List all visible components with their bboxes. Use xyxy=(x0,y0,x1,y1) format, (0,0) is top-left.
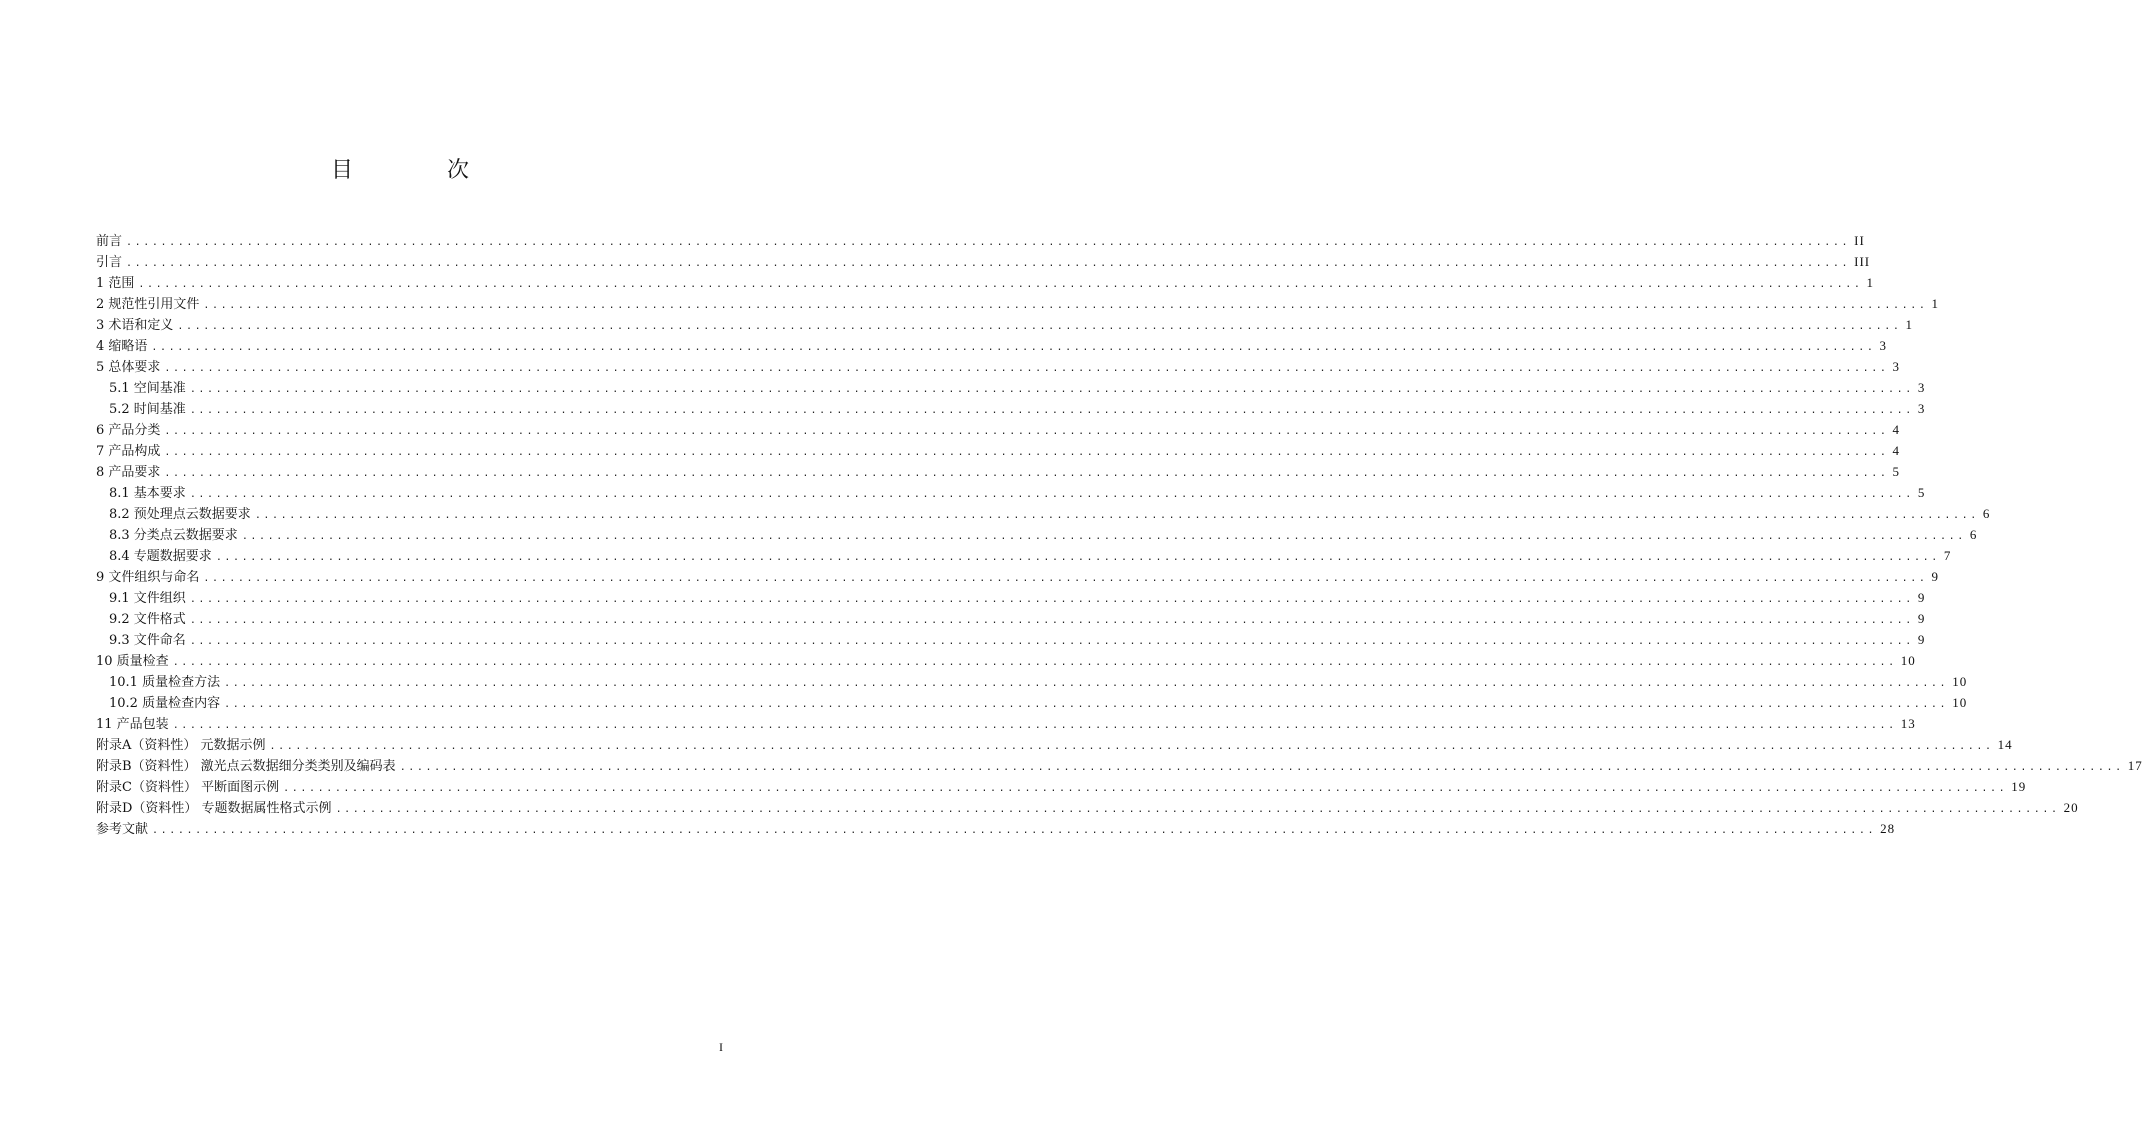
toc-entry-page: 3 xyxy=(1879,338,1888,353)
toc-entry-label: 10.2 质量检查内容 xyxy=(109,696,221,711)
toc-dot-leader: ........................................................................................................................................................................................................ xyxy=(172,657,1897,668)
toc-entry[interactable] xyxy=(96,503,1991,524)
toc-entry[interactable] xyxy=(96,293,1940,314)
toc-entry-page: 9 xyxy=(1917,590,1926,605)
toc-entry-label: 4 缩略语 xyxy=(96,339,148,354)
toc-entry[interactable] xyxy=(96,419,1901,440)
toc-dot-leader: ........................................................................................................................................................................................................ xyxy=(189,594,1914,605)
toc-entry-page: 4 xyxy=(1892,422,1901,437)
toc-dot-leader: ........................................................................................................................................................................................................ xyxy=(172,720,1897,731)
toc-entry-page: 9 xyxy=(1917,632,1926,647)
toc-entry-page: 1 xyxy=(1866,275,1875,290)
toc-entry-page: 6 xyxy=(1982,506,1991,521)
toc-dot-leader: ........................................................................................................................................................................................................ xyxy=(189,405,1914,416)
toc-entry-page: 7 xyxy=(1943,548,1952,563)
toc-entry-label: 10.1 质量检查方法 xyxy=(109,675,221,690)
toc-entry-label: 1 范围 xyxy=(96,276,135,291)
toc-entry[interactable] xyxy=(96,230,1865,251)
toc-entry-label: 8 产品要求 xyxy=(96,465,161,480)
toc-dot-leader: ........................................................................................................................................................................................................ xyxy=(164,468,1889,479)
toc-entry-label: 附录A（资料性） 元数据示例 xyxy=(96,738,266,753)
toc-entry-label: 9.3 文件命名 xyxy=(109,633,186,648)
toc-entry-page: 10 xyxy=(1952,695,1968,710)
toc-entry-page: II xyxy=(1854,233,1865,248)
toc-dot-leader: ........................................................................................................................................................................................................ xyxy=(224,678,1949,689)
toc-entry[interactable] xyxy=(96,545,1952,566)
toc-dot-leader: ........................................................................................................................................................................................................ xyxy=(151,342,1876,353)
toc-entry[interactable] xyxy=(96,608,1926,629)
toc-entry-label: 10 质量检查 xyxy=(96,654,169,669)
toc-entry[interactable] xyxy=(96,671,1968,692)
toc-entry-page: 19 xyxy=(2011,779,2027,794)
toc-dot-leader: ........................................................................................................................................................................................................ xyxy=(283,783,2008,794)
toc-dot-leader: ........................................................................................................................................................................................................ xyxy=(269,741,1994,752)
toc-entry-label: 11 产品包装 xyxy=(96,717,169,732)
toc-dot-leader: ........................................................................................................................................................................................................ xyxy=(164,363,1889,374)
toc-entry-page: 5 xyxy=(1917,485,1926,500)
toc-entry-page: 5 xyxy=(1892,464,1901,479)
toc-entry-page: 9 xyxy=(1917,611,1926,626)
toc-entry-label: 5.2 时间基准 xyxy=(109,402,186,417)
toc-dot-leader: ........................................................................................................................................................................................................ xyxy=(189,636,1914,647)
toc-entry[interactable] xyxy=(96,629,1926,650)
toc-entry-page: 3 xyxy=(1917,380,1926,395)
toc-entry-page: 13 xyxy=(1900,716,1916,731)
toc-dot-leader: ........................................................................................................................................................................................................ xyxy=(335,804,2060,815)
toc-entry-page: 10 xyxy=(1952,674,1968,689)
toc-entry-label: 8.2 预处理点云数据要求 xyxy=(109,507,251,522)
toc-entry-label: 9.1 文件组织 xyxy=(109,591,186,606)
toc-entry[interactable] xyxy=(96,272,1875,293)
toc-entry[interactable] xyxy=(96,776,2027,797)
toc-entry-label: 5.1 空间基准 xyxy=(109,381,186,396)
toc-dot-leader: ........................................................................................................................................................................................................ xyxy=(224,699,1949,710)
toc-entry[interactable] xyxy=(96,755,2143,776)
toc-entry-label: 附录D（资料性） 专题数据属性格式示例 xyxy=(96,801,332,816)
toc-dot-leader: ........................................................................................................................................................................................................ xyxy=(215,552,1940,563)
toc-entry-label: 6 产品分类 xyxy=(96,423,161,438)
toc-dot-leader: ........................................................................................................................................................................................................ xyxy=(203,300,1928,311)
toc-dot-leader: ........................................................................................................................................................................................................ xyxy=(189,489,1914,500)
toc-title: 目 次 xyxy=(330,158,505,183)
toc-dot-leader: ........................................................................................................................................................................................................ xyxy=(241,531,1966,542)
toc-entry-page: 3 xyxy=(1892,359,1901,374)
toc-entry-page: 6 xyxy=(1969,527,1978,542)
toc-dot-leader: ........................................................................................................................................................................................................ xyxy=(126,237,1851,248)
toc-entry-label: 引言 xyxy=(96,255,123,270)
toc-entry-page: 4 xyxy=(1892,443,1901,458)
toc-dot-leader: ........................................................................................................................................................................................................ xyxy=(164,426,1889,437)
toc-entry-label: 附录C（资料性） 平断面图示例 xyxy=(96,780,280,795)
toc-entry-label: 9.2 文件格式 xyxy=(109,612,186,627)
toc-entry-page: 1 xyxy=(1905,317,1914,332)
toc-entry[interactable] xyxy=(96,524,1978,545)
toc-entry[interactable] xyxy=(96,440,1901,461)
toc-entry-page: 20 xyxy=(2063,800,2079,815)
toc-entry-label: 2 规范性引用文件 xyxy=(96,297,200,312)
toc-entry[interactable] xyxy=(96,713,1916,734)
toc-entry[interactable] xyxy=(96,251,1871,272)
toc-entry-label: 8.1 基本要求 xyxy=(109,486,186,501)
toc-entry-label: 5 总体要求 xyxy=(96,360,161,375)
toc-entry[interactable] xyxy=(96,356,1901,377)
toc-entry[interactable] xyxy=(96,335,1888,356)
toc-entry-label: 参考文献 xyxy=(96,822,149,837)
toc-dot-leader: ........................................................................................................................................................................................................ xyxy=(126,258,1851,269)
toc-entry-label: 7 产品构成 xyxy=(96,444,161,459)
toc-entry[interactable] xyxy=(96,398,1926,419)
toc-entry[interactable] xyxy=(96,377,1926,398)
toc-entry-page: III xyxy=(1854,254,1871,269)
toc-entry[interactable] xyxy=(96,650,1916,671)
toc-dot-leader: ........................................................................................................................................................................................................ xyxy=(254,510,1979,521)
page-number: I xyxy=(719,1040,723,1054)
toc-entry-page: 1 xyxy=(1931,296,1940,311)
toc-entry-page: 3 xyxy=(1917,401,1926,416)
toc-entry-label: 8.3 分类点云数据要求 xyxy=(109,528,238,543)
toc-entry[interactable] xyxy=(96,797,2079,818)
toc-entry[interactable] xyxy=(96,314,1914,335)
toc-entry[interactable] xyxy=(96,818,1896,839)
table-of-contents xyxy=(96,230,2143,839)
toc-entry[interactable] xyxy=(96,587,1926,608)
toc-entry-label: 9 文件组织与命名 xyxy=(96,570,200,585)
toc-dot-leader: ........................................................................................................................................................................................................ xyxy=(189,615,1914,626)
toc-dot-leader: ........................................................................................................................................................................................................ xyxy=(399,762,2124,773)
toc-dot-leader: ........................................................................................................................................................................................................ xyxy=(152,825,1877,836)
toc-entry-page: 28 xyxy=(1880,821,1896,836)
toc-entry-page: 17 xyxy=(2127,758,2143,773)
toc-dot-leader: ........................................................................................................................................................................................................ xyxy=(164,447,1889,458)
toc-dot-leader: ........................................................................................................................................................................................................ xyxy=(203,573,1928,584)
toc-entry[interactable] xyxy=(96,692,1968,713)
toc-entry[interactable] xyxy=(96,566,1940,587)
toc-entry-label: 附录B（资料性） 激光点云数据细分类类别及编码表 xyxy=(96,759,396,774)
toc-dot-leader: ........................................................................................................................................................................................................ xyxy=(189,384,1914,395)
toc-entry-page: 14 xyxy=(1997,737,2013,752)
toc-entry-page: 10 xyxy=(1900,653,1916,668)
toc-entry-page: 9 xyxy=(1931,569,1940,584)
toc-entry[interactable] xyxy=(96,461,1901,482)
toc-entry-label: 8.4 专题数据要求 xyxy=(109,549,212,564)
toc-dot-leader: ........................................................................................................................................................................................................ xyxy=(138,279,1863,290)
toc-entry-label: 3 术语和定义 xyxy=(96,318,174,333)
toc-entry-label: 前言 xyxy=(96,234,123,249)
toc-entry[interactable] xyxy=(96,734,2013,755)
toc-entry[interactable] xyxy=(96,482,1926,503)
toc-dot-leader: ........................................................................................................................................................................................................ xyxy=(177,321,1902,332)
